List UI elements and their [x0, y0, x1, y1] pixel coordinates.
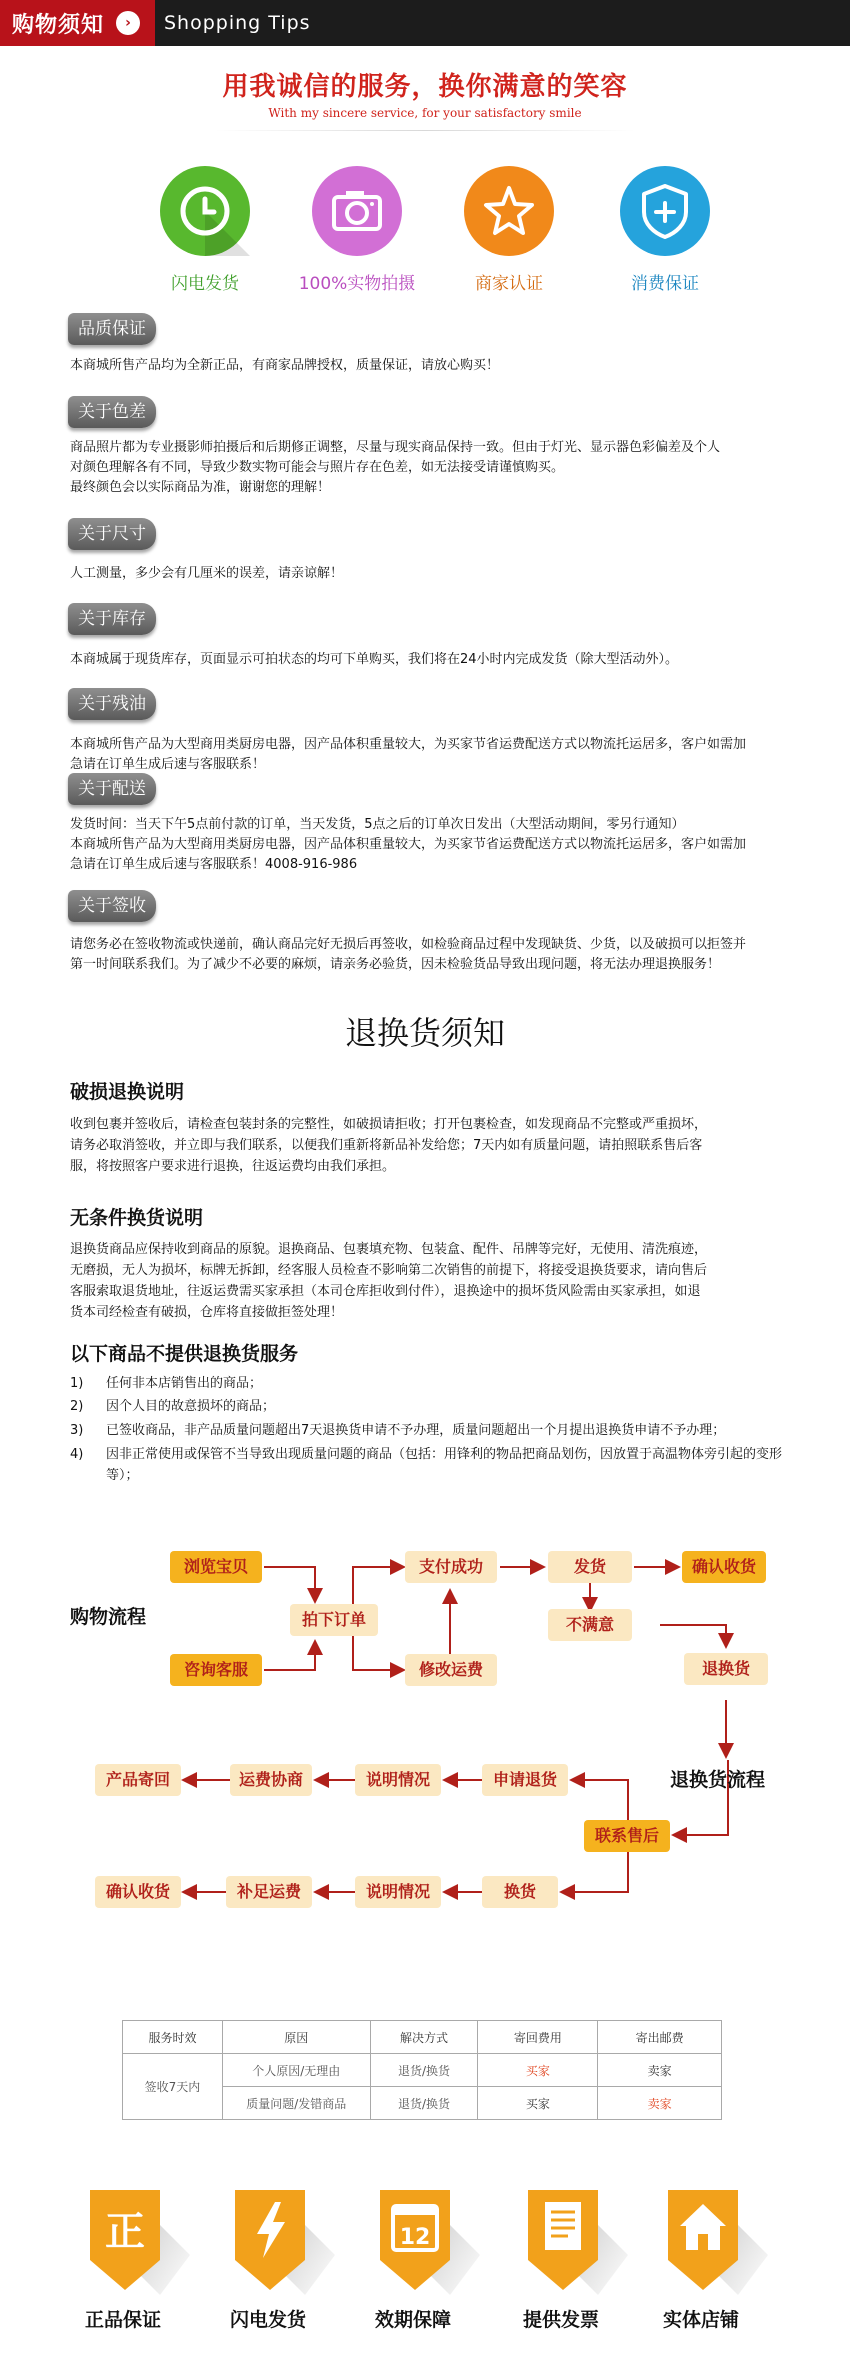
flow-node: 修改运费 [405, 1654, 497, 1686]
flow-node: 确认收货 [682, 1551, 766, 1583]
table-header: 原因 [223, 2021, 371, 2054]
section-tag: 关于配送 [68, 773, 156, 805]
unconditional-heading: 无条件换货说明 [70, 1207, 204, 1229]
unconditional-text: 退换货商品应保持收到商品的原貌。退换商品、包裹填充物、包装盒、配件、吊牌等完好，无使用、清洗痕迹， 无磨损，无人为损坏，标牌无拆卸，经客服人员检查不影响第二次销售的前提下，将接受退换货要求，请向售后 客服索取退货地址，往返运费需买家承担（本司仓库拒收到付件），退换途中的损坏货风险需由买家承担，如退 货本司经检查有破损，仓库将直接做拒签处理！ [70, 1242, 708, 1320]
section-tag: 关于签收 [68, 890, 156, 922]
badge-label: 实体店铺 [662, 2309, 739, 2331]
feature-label: 商家认证 [475, 274, 543, 294]
table-header-row [123, 2021, 722, 2054]
table-cell: 退货/换货 [370, 2054, 478, 2087]
flow-node: 联系售后 [584, 1820, 670, 1852]
list-item: 3) 已签收商品，非产品质量问题超出7天退换货申请不予办理，质量问题超出一个月提出退换货申请不予办理； [70, 1423, 726, 1438]
table-header: 寄出邮费 [598, 2021, 722, 2054]
clock-icon [160, 166, 250, 256]
service-table [122, 2020, 722, 2120]
shield-icon [620, 166, 710, 256]
table-cell: 买家 [478, 2087, 598, 2120]
flow-node: 咨询客服 [170, 1654, 262, 1686]
section-text: 人工测量，多少会有几厘米的误差，请亲谅解！ [70, 566, 344, 581]
section-text: 请您务必在签收物流或快递前，确认商品完好无损后再签收，如检验商品过程中发现缺货、少货，以及破损可以拒签并 第一时间联系我们。为了减少不必要的麻烦，请亲务必验货，因未检验货品导致出现问题，将无法办理退换服务！ [70, 937, 747, 972]
flow-arrows [0, 1530, 850, 1930]
damage-text: 收到包裹并签收后，请检查包装封条的完整性，如破损请拒收；打开包裹检查，如发现商品不完整或严重损坏， 请务必取消签收，并立即与我们联系，以便我们重新将新品补发给您；7天内如有质量问题，请拍照联系售后客 服，将按照客户要求进行退换，往返运费均由我们承担。 [70, 1117, 708, 1174]
star-icon [464, 166, 554, 256]
table-cell: 签收7天内 [123, 2054, 223, 2120]
flow-node: 补足运费 [226, 1876, 312, 1908]
flow-node: 说明情况 [355, 1764, 441, 1796]
table-row [123, 2054, 722, 2087]
feature-label: 消费保证 [631, 274, 699, 294]
damage-heading: 破损退换说明 [70, 1081, 185, 1103]
flow-node: 运费协商 [230, 1764, 312, 1796]
flow-node: 退换货 [684, 1653, 768, 1685]
flow-node: 支付成功 [405, 1551, 497, 1583]
badge-label: 闪电发货 [229, 2309, 306, 2331]
table-cell: 质量问题/发错商品 [223, 2087, 371, 2120]
svg-text:正: 正 [105, 2209, 145, 2255]
badge-label: 正品保证 [84, 2309, 161, 2331]
badge-label: 提供发票 [522, 2309, 599, 2331]
flow-node: 换货 [482, 1876, 558, 1908]
section-tag: 关于库存 [68, 603, 156, 635]
header-title: 购物须知 [12, 13, 105, 38]
flow-node: 拍下订单 [290, 1604, 378, 1636]
header-subtitle: Shopping Tips [164, 12, 311, 34]
flow-node: 不满意 [548, 1609, 632, 1641]
flow-node: 发货 [548, 1551, 632, 1583]
store-icon [668, 2190, 768, 2295]
lightning-icon [235, 2190, 335, 2295]
table-header: 解决方式 [370, 2021, 478, 2054]
flow-node: 产品寄回 [95, 1764, 181, 1796]
section-text: 商品照片都为专业摄影师拍摄后和后期修正调整，尽量与现实商品保持一致。但由于灯光、显示器色彩偏差及个人 对颜色理解各有不同，导致少数实物可能会与照片存在色差，如无法接受请谨慎购买。 最终颜色会以实际商品为准，谢谢您的理解！ [70, 440, 721, 495]
section-tag: 品质保证 [68, 313, 156, 345]
returns-title: 退换货须知 [344, 1014, 505, 1052]
exclusions-heading: 以下商品不提供退换货服务 [70, 1343, 299, 1365]
table-cell: 买家 [478, 2054, 598, 2087]
invoice-icon [528, 2190, 628, 2295]
table-header: 寄回费用 [478, 2021, 598, 2054]
flow-node: 浏览宝贝 [170, 1551, 262, 1583]
flow-node: 确认收货 [95, 1876, 181, 1908]
table-cell: 个人原因/无理由 [223, 2054, 371, 2087]
table-cell: 退货/换货 [370, 2087, 478, 2120]
table-cell: 卖家 [598, 2054, 722, 2087]
divider [215, 130, 635, 131]
list-item: 4) 因非正常使用或保管不当导致出现质量问题的商品（包括：用锋利的物品把商品划伤，因放置于高温物体旁引起的变形等）； [70, 1447, 783, 1483]
section-text: 本商城所售产品为大型商用类厨房电器，因产品体积重量较大，为买家节省运费配送方式以物流托运居多，客户如需加 急请在订单生成后速与客服联系！ [70, 737, 747, 772]
slogan-english: With my sincere service, for your satisfactory smile [268, 106, 582, 120]
feature-label: 闪电发货 [171, 274, 239, 294]
flow-node: 申请退货 [482, 1764, 568, 1796]
section-tag: 关于尺寸 [68, 518, 156, 550]
section-text: 本商城所售产品均为全新正品，有商家品牌授权，质量保证，请放心购买！ [70, 358, 500, 373]
section-text: 本商城属于现货库存，页面显示可拍状态的均可下单购买，我们将在24小时内完成发货（除大型活动外）。 [70, 652, 679, 667]
table-header: 服务时效 [123, 2021, 223, 2054]
table-cell: 卖家 [598, 2087, 722, 2120]
slogan: 用我诚信的服务，换你满意的笑容 [222, 72, 628, 102]
genuine-icon [90, 2190, 190, 2295]
calendar-icon [380, 2190, 480, 2295]
section-text: 发货时间：当天下午5点前付款的订单，当天发货，5点之后的订单次日发出（大型活动期间，零另行通知） 本商城所售产品为大型商用类厨房电器，因产品体积重量较大，为买家节省运费配送方式以物流托运居多，客户如需加 急请在订单生成后速与客服联系！4008-916-986 [70, 817, 747, 872]
svg-text:12: 12 [399, 2225, 431, 2250]
section-tag: 关于残油 [68, 688, 156, 720]
list-item: 2) 因个人目的故意损坏的商品； [70, 1399, 276, 1414]
list-item: 1) 任何非本店销售出的商品； [70, 1376, 263, 1391]
flow-node: 说明情况 [355, 1876, 441, 1908]
camera-icon [312, 166, 402, 256]
badge-label: 效期保障 [374, 2309, 451, 2331]
feature-label: 100%实物拍摄 [298, 274, 416, 294]
shopping-flow-label: 购物流程 [70, 1606, 147, 1628]
section-tag: 关于色差 [68, 396, 156, 428]
returns-flow-label: 退换货流程 [670, 1769, 766, 1791]
badge-row [0, 2182, 850, 2302]
chevron-right-icon: › [116, 11, 140, 35]
